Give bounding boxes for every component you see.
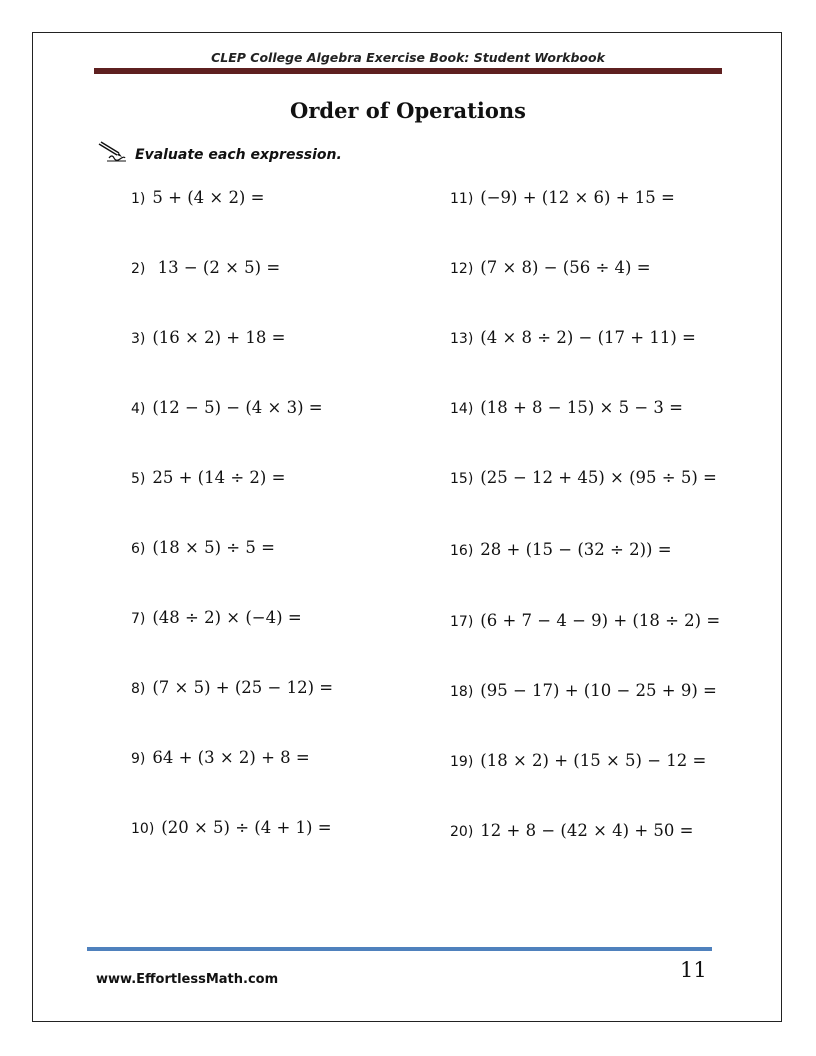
problem-expression: (7 × 5) + (25 − 12) =	[152, 678, 334, 697]
problem-number: 8)	[131, 681, 146, 697]
problem-item	[131, 538, 275, 557]
problem-item	[450, 328, 696, 347]
problem-item	[131, 398, 323, 417]
problem-number: 4)	[131, 401, 146, 417]
problem-expression: (7 × 8) − (56 ÷ 4) =	[480, 258, 651, 277]
problem-expression: (4 × 8 ÷ 2) − (17 + 11) =	[480, 328, 696, 347]
problem-number: 10)	[131, 821, 155, 837]
problem-expression: (6 + 7 − 4 − 9) + (18 ÷ 2) =	[480, 611, 721, 630]
problem-item	[131, 678, 333, 697]
problem-expression: 12 + 8 − (42 × 4) + 50 =	[480, 821, 694, 840]
problem-number: 7)	[131, 611, 146, 627]
header-rule	[94, 68, 722, 74]
problem-item	[450, 821, 693, 840]
problem-number: 6)	[131, 541, 146, 557]
problem-expression: 13 − (2 × 5) =	[152, 258, 281, 277]
problem-item	[450, 681, 717, 700]
problem-number: 14)	[450, 401, 474, 417]
problem-expression: (18 + 8 − 15) × 5 − 3 =	[480, 398, 683, 417]
problem-expression: (95 − 17) + (10 − 25 + 9) =	[480, 681, 717, 700]
problem-item	[450, 540, 672, 559]
problem-number: 2)	[131, 261, 146, 277]
problem-item	[131, 258, 280, 277]
problem-expression: 28 + (15 − (32 ÷ 2)) =	[480, 540, 672, 559]
problem-number: 9)	[131, 751, 146, 767]
problem-number: 13)	[450, 331, 474, 347]
problem-item	[450, 611, 720, 630]
problem-number: 20)	[450, 824, 474, 840]
problem-expression: (25 − 12 + 45) × (95 ÷ 5) =	[480, 468, 717, 487]
website-link[interactable]: www.EffortlessMath.com	[96, 972, 279, 987]
page-border	[32, 32, 782, 1022]
problem-item	[131, 818, 332, 837]
problem-number: 19)	[450, 754, 474, 770]
problem-expression: (48 ÷ 2) × (−4) =	[152, 608, 302, 627]
problem-number: 5)	[131, 471, 146, 487]
problem-expression: (18 × 5) ÷ 5 =	[152, 538, 275, 557]
footer-rule	[87, 947, 712, 951]
problem-number: 15)	[450, 471, 474, 487]
section-title: Order of Operations	[290, 98, 526, 123]
problem-number: 18)	[450, 684, 474, 700]
problem-expression: (20 × 5) ÷ (4 + 1) =	[161, 818, 332, 837]
problem-item	[131, 188, 264, 207]
problem-item	[131, 468, 285, 487]
problem-expression: (12 − 5) − (4 × 3) =	[152, 398, 323, 417]
problem-expression: 5 + (4 × 2) =	[152, 188, 265, 207]
problem-expression: 25 + (14 ÷ 2) =	[152, 468, 286, 487]
problem-item	[450, 258, 651, 277]
problem-item	[131, 608, 302, 627]
problem-number: 11)	[450, 191, 474, 207]
problem-item	[450, 468, 717, 487]
problem-number: 3)	[131, 331, 146, 347]
instruction-text: Evaluate each expression.	[135, 147, 342, 163]
problem-item	[450, 188, 675, 207]
problem-expression: (−9) + (12 × 6) + 15 =	[480, 188, 675, 207]
problem-number: 17)	[450, 614, 474, 630]
problem-number: 16)	[450, 543, 474, 559]
page-number: 11	[680, 958, 707, 982]
problem-expression: (16 × 2) + 18 =	[152, 328, 286, 347]
problem-number: 12)	[450, 261, 474, 277]
problem-expression: (18 × 2) + (15 × 5) − 12 =	[480, 751, 707, 770]
book-title: CLEP College Algebra Exercise Book: Student Workbook	[211, 50, 605, 65]
problem-item	[131, 328, 285, 347]
problem-number: 1)	[131, 191, 146, 207]
problem-expression: 64 + (3 × 2) + 8 =	[152, 748, 310, 767]
pencil-writing-icon	[97, 141, 127, 163]
problem-item	[131, 748, 310, 767]
problem-item	[450, 751, 706, 770]
problem-item	[450, 398, 683, 417]
